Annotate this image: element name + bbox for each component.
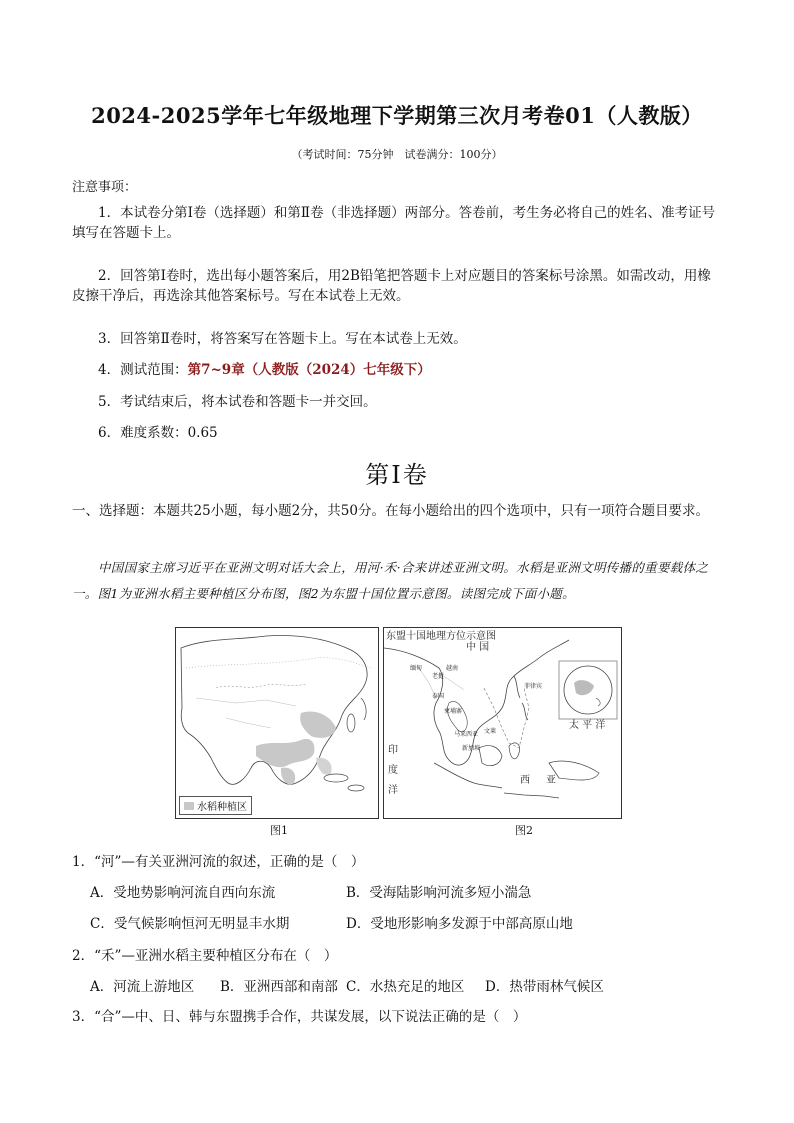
q2-option-a[interactable]: A．河流上游地区: [90, 979, 195, 995]
label-china: 中 国: [466, 642, 490, 653]
label-brunei: 文莱: [484, 728, 497, 735]
question-1-stem: 1．“河”—有关亚洲河流的叙述，正确的是（ ）: [72, 854, 365, 870]
figure-2-map: [383, 627, 622, 819]
test-scope: 第7~9章（人教版（2024）七年级下）: [187, 362, 431, 378]
label-vietnam: 越南: [446, 665, 459, 672]
question-3-stem: 3．“合”—中、日、韩与东盟携手合作，共谋发展，以下说法正确的是（ ）: [72, 1009, 527, 1025]
notice-item-3: 3．回答第Ⅱ卷时，将答案写在答题卡上。写在本试卷上无效。: [98, 331, 467, 347]
label-myanmar: 缅甸: [410, 665, 423, 672]
legend-swatch: [184, 802, 194, 810]
asean-map: [384, 628, 621, 818]
notice-item-4-prefix: 4．测试范围：: [98, 362, 188, 378]
label-ya: 亚: [546, 775, 556, 786]
notice-item-6: 6．难度系数：0.65: [98, 425, 218, 441]
notice-item-1: 1．本试卷分第Ⅰ卷（选择题）和第Ⅱ卷（非选择题）两部分。答卷前，考生务必将自己的姓名、准考证号填写在答题卡上。: [72, 205, 716, 241]
figure-1-legend: [179, 796, 252, 815]
section-title: 第Ⅰ卷: [365, 461, 429, 489]
label-thailand: 泰国: [432, 693, 445, 700]
q1-option-d[interactable]: D．受地形影响多发源于中部高原山地: [346, 916, 573, 932]
q2-option-d[interactable]: D．热带雨林气候区: [485, 979, 604, 995]
label-singapore: 新加坡: [462, 745, 481, 752]
q1-option-a[interactable]: A．受地势影响河流自西向东流: [90, 885, 276, 901]
figure-2-title: 东盟十国地理方位示意图: [386, 631, 496, 642]
figure-2-caption: 图2: [515, 824, 533, 837]
label-philippines: 菲律宾: [524, 683, 543, 690]
label-indian-2: 度: [388, 765, 398, 776]
label-xi: 西: [520, 775, 530, 786]
question-2-stem: 2．“禾”—亚洲水稻主要种植区分布在（ ）: [72, 948, 338, 964]
notice-heading: 注意事项：: [72, 180, 138, 195]
q1-option-b[interactable]: B．受海陆影响河流多短小湍急: [346, 885, 532, 901]
figure-1-map: [175, 627, 379, 819]
label-indian-3: 洋: [388, 785, 398, 796]
question-intro: 中国国家主席习近平在亚洲文明对话大会上，用河·禾·合来讲述亚洲文明。水稻是亚洲文明传播的重要载体之一。图1为亚洲水稻主要种植区分布图，图2为东盟十国位置示意图。读图完成下面小题。: [72, 560, 709, 601]
section-instruction-text: 一、选择题：本题共25小题，每小题2分，共50分。在每小题给出的四个选项中，只有一项符合题目要求。: [72, 503, 709, 519]
label-indian-1: 印: [388, 745, 398, 756]
notice-item-4: [72, 360, 722, 380]
label-malaysia: 马来西亚: [454, 731, 479, 738]
notice-item-5: 5．考试结束后，将本试卷和答题卡一并交回。: [98, 394, 377, 410]
label-pacific: 太 平 洋: [569, 720, 606, 731]
q1-option-c[interactable]: C．受气候影响恒河无明显丰水期: [90, 916, 290, 932]
notice-item-2: 2．回答第Ⅰ卷时，选出每小题答案后，用2B铅笔把答题卡上对应题目的答案标号涂黑。如需改动，用橡皮擦干净后，再选涂其他答案标号。写在本试卷上无效。: [72, 268, 711, 304]
legend-label: 水稻种植区: [197, 802, 247, 813]
q2-option-b[interactable]: B．亚洲西部和南部: [220, 979, 338, 995]
figure-1-caption: 图1: [270, 824, 288, 837]
exam-info: （考试时间：75分钟 试卷满分：100分）: [291, 148, 503, 161]
label-cambodia: 柬埔寨: [444, 708, 463, 715]
page-title: 2024-2025学年七年级地理下学期第三次月考卷01（人教版）: [91, 103, 703, 128]
q2-option-c[interactable]: C．水热充足的地区: [346, 979, 465, 995]
section-instruction: [72, 497, 724, 525]
asia-rice-map: [176, 628, 378, 818]
label-laos: 老挝: [432, 673, 445, 680]
